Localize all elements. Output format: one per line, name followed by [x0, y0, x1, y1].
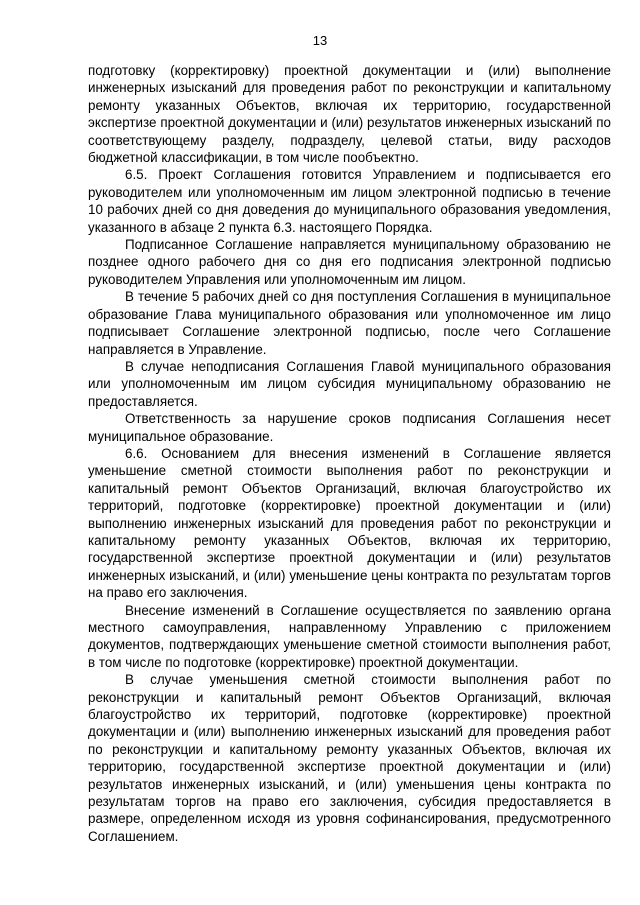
document-body	[88, 62, 611, 845]
paragraph-cost-reduction: В случае уменьшения сметной стоимости выполнения работ по реконструкции и капитальный ремонт Объектов Организаций, включая благоустройство их территорий, подготовке (корректировке) проектной документации и (или) выполнению инженерных изысканий для проведения работ по реконструкции и капитальному ремонту указанных Объектов, включая их территорию, государственной экспертизе проектной документации и (или) результатов инженерных изысканий, и (или) уменьшения цены контракта по результатам торгов на право его заключения, субсидия предоставляется в размере, определенном исходя из уровня софинансирования, предусмотренного Соглашением.	[88, 672, 611, 844]
paragraph-continuation: подготовку (корректировку) проектной документации и (или) выполнение инженерных изысканий для проведения работ по реконструкции и капитальному ремонту указанных Объектов, включая их территорию, государственной экспертизе проектной документации и (или) результатов инженерных изысканий по соответствующему разделу, подразделу, целевой статьи, виду расходов бюджетной классификации, в том числе пообъектно.	[88, 63, 611, 166]
paragraph-signing-period: В течение 5 рабочих дней со дня поступления Соглашения в муниципальное образование Глава муниципального образования или уполномоченное им лицо подписывает Соглашение электронной подписью, после чего Соглашение направляется в Управление.	[88, 289, 611, 357]
paragraph-6-5: 6.5. Проект Соглашения готовится Управлением и подписывается его руководителем или уполномоченным им лицом электронной подписью в течение 10 рабочих дней со дня доведения до муниципального образования уведомления, указанного в абзаце 2 пункта 6.3. настоящего Порядка.	[88, 167, 611, 235]
paragraph-amendments: Внесение изменений в Соглашение осуществляется по заявлению органа местного самоуправления, направленному Управлению с приложением документов, подтверждающих уменьшение сметной стоимости выполнения работ, в том числе по подготовке (корректировке) проектной документации.	[88, 602, 611, 670]
page-number: 13	[312, 33, 328, 48]
paragraph-non-signing: В случае неподписания Соглашения Главой муниципального образования или уполномоченным им лицом субсидия муниципальному образованию не предоставляется.	[88, 358, 611, 409]
paragraph-6-6: 6.6. Основанием для внесения изменений в Соглашение является уменьшение сметной стоимости выполнения работ по реконструкции и капитальный ремонт Объектов Организаций, включая благоустройство их территорий, подготовке (корректировке) проектной документации и (или) выполнению инженерных изысканий для проведения работ по реконструкции и капитальному ремонту указанных Объектов, включая их территорию, государственной экспертизе проектной документации и (или) результатов инженерных изысканий, и (или) уменьшение цены контракта по результатам торгов на право его заключения.	[88, 445, 611, 601]
paragraph-signed-agreement: Подписанное Соглашение направляется муниципальному образованию не позднее одного рабочего дня со дня его подписания электронной подписью руководителем Управления или уполномоченным им лицом.	[88, 237, 611, 287]
paragraph-responsibility: Ответственность за нарушение сроков подписания Соглашения несет муниципальное образование.	[88, 411, 611, 444]
